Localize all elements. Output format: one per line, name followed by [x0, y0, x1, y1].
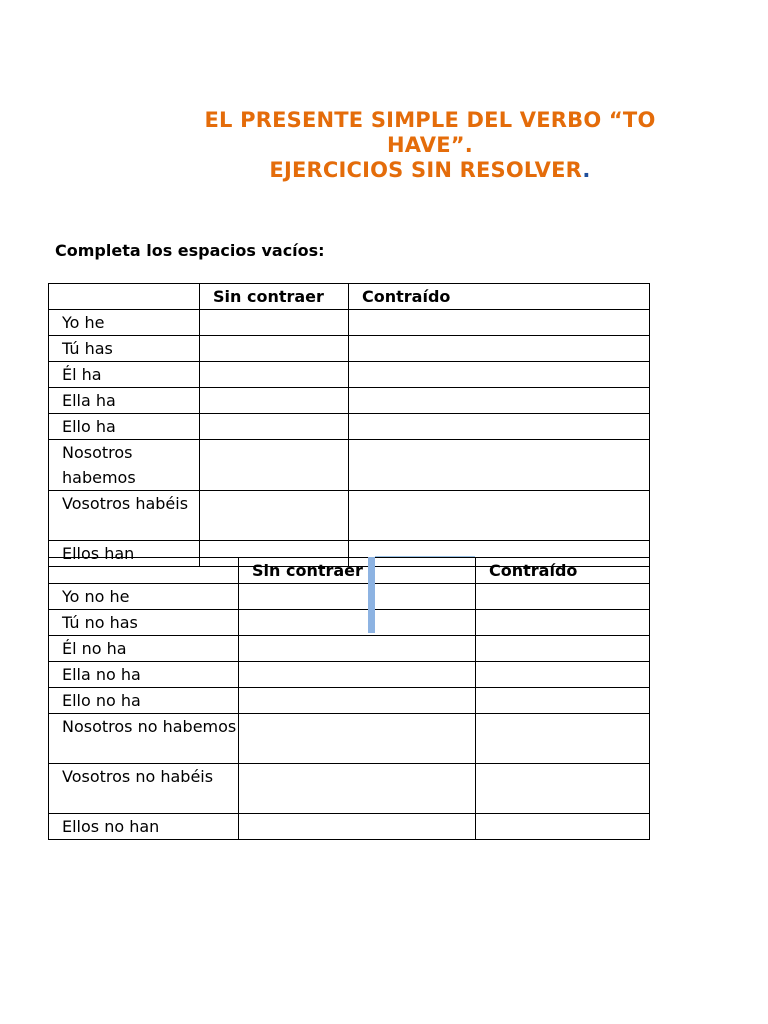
page-title-line2: HAVE”.: [387, 133, 473, 157]
answer-cell-sin-contraer[interactable]: [200, 414, 349, 440]
header-cell-contraido: Contraído: [476, 558, 650, 584]
table-row: [49, 688, 650, 714]
answer-cell-contraido[interactable]: [349, 491, 650, 541]
header-cell-sin-contraer: Sin contraer: [200, 284, 349, 310]
answer-cell-sin-contraer[interactable]: [200, 310, 349, 336]
pronoun-cell: Nosotros habemos: [49, 440, 200, 491]
header-cell-pronoun: [49, 558, 239, 584]
answer-cell-contraido[interactable]: [349, 336, 650, 362]
pronoun-cell: Vosotros habéis: [49, 491, 200, 541]
answer-cell-contraido[interactable]: [476, 662, 650, 688]
pronoun-cell: Ello ha: [49, 414, 200, 440]
table-row: [49, 714, 650, 764]
pronoun-cell: Ella ha: [49, 388, 200, 414]
table-row: [49, 491, 650, 541]
pronoun-cell: Ellos han: [49, 541, 200, 567]
column-divider-highlight: [375, 556, 475, 557]
answer-cell-sin-contraer[interactable]: [239, 814, 476, 840]
pronoun-cell: Ella no ha: [49, 662, 239, 688]
page-subtitle-dot: .: [582, 158, 591, 182]
table-row: [49, 440, 650, 491]
pronoun-cell: Yo no he: [49, 584, 239, 610]
pronoun-cell: Ellos no han: [49, 814, 239, 840]
table-row: [49, 584, 650, 610]
header-cell-sin-contraer: Sin contraer: [239, 558, 476, 584]
answer-cell-contraido[interactable]: [476, 584, 650, 610]
answer-cell-sin-contraer[interactable]: [239, 714, 476, 764]
answer-cell-contraido[interactable]: [349, 440, 650, 491]
answer-cell-sin-contraer[interactable]: [200, 362, 349, 388]
table-row: [49, 636, 650, 662]
answer-cell-contraido[interactable]: [349, 388, 650, 414]
table-row: [49, 414, 650, 440]
pronoun-cell: Él no ha: [49, 636, 239, 662]
affirmative-table: [48, 283, 650, 567]
answer-cell-contraido[interactable]: [476, 688, 650, 714]
page-subtitle-text: EJERCICIOS SIN RESOLVER: [269, 158, 583, 182]
table-row: [49, 764, 650, 814]
pronoun-cell: Tú no has: [49, 610, 239, 636]
answer-cell-sin-contraer[interactable]: [200, 491, 349, 541]
answer-cell-sin-contraer[interactable]: [239, 610, 476, 636]
page-title-line1: EL PRESENTE SIMPLE DEL VERBO “TO: [204, 108, 656, 132]
pronoun-cell: Nosotros no habemos: [49, 714, 239, 764]
answer-cell-contraido[interactable]: [349, 362, 650, 388]
table-row: [49, 310, 650, 336]
table-row: [49, 610, 650, 636]
answer-cell-contraido[interactable]: [349, 414, 650, 440]
pronoun-cell: Ello no ha: [49, 688, 239, 714]
answer-cell-sin-contraer[interactable]: [200, 336, 349, 362]
pronoun-cell: Vosotros no habéis: [49, 764, 239, 814]
table-row: [49, 362, 650, 388]
table-header-row: [49, 284, 650, 310]
answer-cell-sin-contraer[interactable]: [200, 388, 349, 414]
header-cell-contraido: Contraído: [349, 284, 650, 310]
header-cell-pronoun: [49, 284, 200, 310]
table-row: [49, 662, 650, 688]
answer-cell-sin-contraer[interactable]: [239, 584, 476, 610]
answer-cell-contraido[interactable]: [476, 636, 650, 662]
table-row: [49, 388, 650, 414]
answer-cell-sin-contraer[interactable]: [200, 440, 349, 491]
table-row: [49, 336, 650, 362]
table-header-row: [49, 558, 650, 584]
answer-cell-sin-contraer[interactable]: [239, 764, 476, 814]
answer-cell-contraido[interactable]: [349, 310, 650, 336]
answer-cell-contraido[interactable]: [476, 610, 650, 636]
answer-cell-sin-contraer[interactable]: [239, 662, 476, 688]
negative-table: [48, 557, 650, 840]
text-cursor-marker: [368, 557, 375, 633]
pronoun-cell: Yo he: [49, 310, 200, 336]
pronoun-cell: Él ha: [49, 362, 200, 388]
answer-cell-contraido[interactable]: [476, 764, 650, 814]
answer-cell-contraido[interactable]: [476, 714, 650, 764]
answer-cell-sin-contraer[interactable]: [239, 688, 476, 714]
instruction-text: Completa los espacios vacíos:: [55, 241, 325, 260]
page-subtitle: [160, 158, 700, 183]
answer-cell-sin-contraer[interactable]: [239, 636, 476, 662]
answer-cell-contraido[interactable]: [476, 814, 650, 840]
table-row: [49, 814, 650, 840]
pronoun-cell: Tú has: [49, 336, 200, 362]
